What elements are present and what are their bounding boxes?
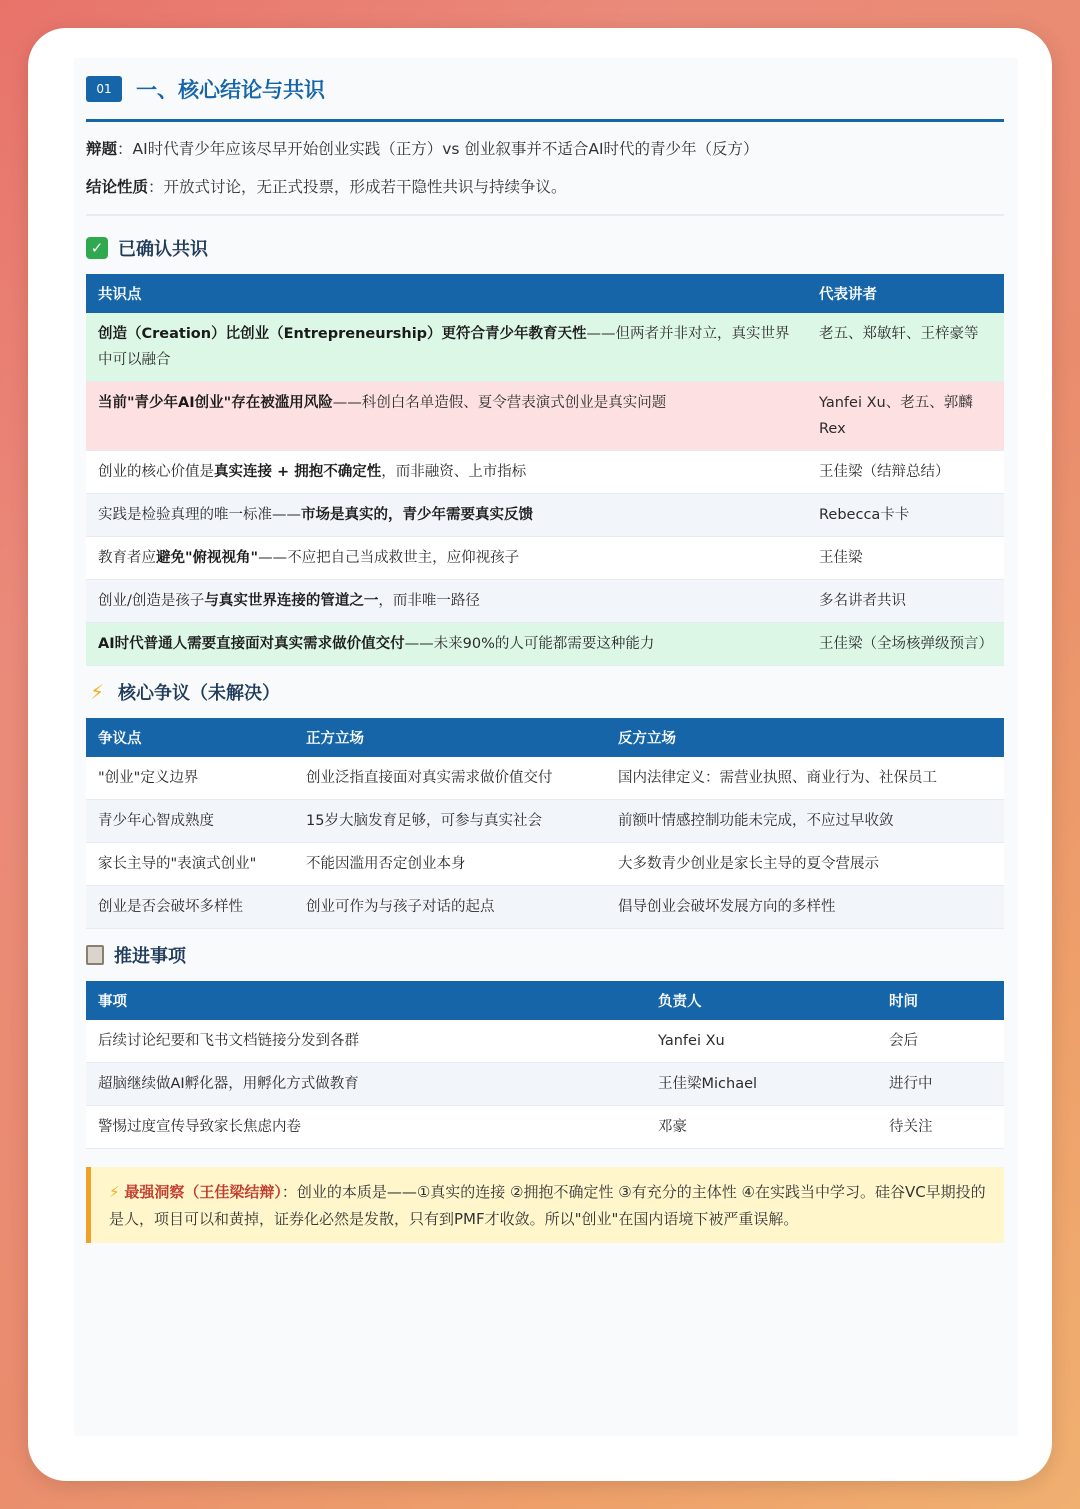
consensus-point-text: 创业的核心价值是: [98, 464, 214, 480]
dispute-title: 核心争议（未解决）: [118, 683, 280, 704]
table-row: [86, 313, 1004, 382]
debate-line: [86, 130, 1004, 168]
table-row: [86, 580, 1004, 623]
consensus-point-text: ——不应把自己当成救世主，应仰视孩子: [258, 550, 520, 566]
dispute-header-pro: 正方立场: [294, 718, 606, 757]
table-row: [86, 1106, 1004, 1149]
consensus-point: [86, 580, 807, 623]
consensus-point: [86, 537, 807, 580]
consensus-point-rest: ——但两者并非对立，真实世界中可以融合: [98, 326, 790, 368]
dispute-point: 创业是否会破坏多样性: [86, 886, 294, 929]
consensus-speaker: 多名讲者共识: [807, 580, 1004, 623]
document-content: [86, 58, 1004, 1243]
consensus-speaker: 王佳梁: [807, 537, 1004, 580]
lightning-icon: ⚡: [109, 1183, 120, 1201]
consensus-header-point: 共识点: [86, 274, 807, 313]
dispute-pro: 15岁大脑发育足够，可参与真实社会: [294, 800, 606, 843]
section-header: [86, 58, 1004, 122]
consensus-point-text: 实践是检验真理的唯一标准——: [98, 507, 301, 523]
check-icon: ✓: [86, 237, 108, 259]
actions-header-time: 时间: [877, 981, 1004, 1020]
table-row: [86, 886, 1004, 929]
clipboard-icon: [86, 945, 104, 965]
consensus-point-rest: ——科创白名单造假、夏令营表演式创业是真实问题: [332, 395, 667, 411]
action-owner: Yanfei Xu: [646, 1020, 877, 1063]
dispute-con: 前额叶情感控制功能未完成，不应过早收敛: [606, 800, 1004, 843]
actions-header-item: 事项: [86, 981, 646, 1020]
dispute-point: 家长主导的"表演式创业": [86, 843, 294, 886]
section-title: 一、核心结论与共识: [136, 77, 325, 102]
action-item: 后续讨论纪要和飞书文档链接分发到各群: [86, 1020, 646, 1063]
table-row: [86, 757, 1004, 800]
consensus-point-text: ，而非融资、上市指标: [381, 464, 527, 480]
consensus-speaker: 王佳梁（全场核弹级预言）: [807, 623, 1004, 666]
nature-line: [86, 168, 1004, 206]
consensus-point: [86, 382, 807, 451]
debate-text: ：AI时代青少年应该尽早开始创业实践（正方）vs 创业叙事并不适合AI时代的青少年（反方）: [117, 140, 759, 158]
consensus-speaker: Yanfei Xu、老五、郭麟Rex: [807, 382, 1004, 451]
consensus-point-bold: 避免"俯视视角": [156, 550, 259, 566]
consensus-speaker: 老五、郑敏轩、王梓豪等: [807, 313, 1004, 382]
table-row: [86, 623, 1004, 666]
consensus-point-bold: 真实连接 + 拥抱不确定性: [214, 464, 382, 480]
actions-heading: [86, 929, 1004, 981]
consensus-point-bold: 市场是真实的，青少年需要真实反馈: [301, 507, 533, 523]
consensus-point-bold: 当前"青少年AI创业"存在被滥用风险: [98, 395, 333, 411]
consensus-point-bold: 创造（Creation）比创业（Entrepreneurship）更符合青少年教育天性: [98, 326, 587, 342]
action-time: 待关注: [877, 1106, 1004, 1149]
consensus-speaker: Rebecca卡卡: [807, 494, 1004, 537]
dispute-heading: [86, 666, 1004, 718]
action-time: 进行中: [877, 1063, 1004, 1106]
consensus-point-bold: AI时代普通人需要直接面对真实需求做价值交付: [98, 636, 405, 652]
dispute-con: 倡导创业会破坏发展方向的多样性: [606, 886, 1004, 929]
consensus-point: [86, 494, 807, 537]
actions-header-owner: 负责人: [646, 981, 877, 1020]
action-item: 超脑继续做AI孵化器，用孵化方式做教育: [86, 1063, 646, 1106]
meta-block: [86, 122, 1004, 216]
insight-text: ：创业的本质是——①真实的连接 ②拥抱不确定性 ③有充分的主体性 ④在实践当中学习。硅谷VC早期投的是人，项目可以和黄掉，证券化必然是发散，只有到PMF才收敛。所以"创业"在国内语境下被严重误解。: [109, 1183, 986, 1228]
dispute-con: 大多数青少创业是家长主导的夏令营展示: [606, 843, 1004, 886]
action-owner: 王佳梁Michael: [646, 1063, 877, 1106]
dispute-pro: 不能因滥用否定创业本身: [294, 843, 606, 886]
table-row: [86, 1020, 1004, 1063]
table-row: [86, 382, 1004, 451]
table-row: [86, 494, 1004, 537]
consensus-header-speaker: 代表讲者: [807, 274, 1004, 313]
debate-label: 辩题: [86, 140, 118, 158]
action-item: 警惕过度宣传导致家长焦虑内卷: [86, 1106, 646, 1149]
consensus-point-text: 教育者应: [98, 550, 156, 566]
actions-table: [86, 981, 1004, 1149]
consensus-heading: [86, 222, 1004, 274]
nature-label: 结论性质: [86, 178, 149, 196]
dispute-pro: 创业泛指直接面对真实需求做价值交付: [294, 757, 606, 800]
dispute-header-point: 争议点: [86, 718, 294, 757]
dispute-con: 国内法律定义：需营业执照、商业行为、社保员工: [606, 757, 1004, 800]
consensus-title: 已确认共识: [118, 239, 208, 260]
dispute-point: 青少年心智成熟度: [86, 800, 294, 843]
consensus-point: [86, 451, 807, 494]
section-number-badge: 01: [86, 76, 122, 102]
action-time: 会后: [877, 1020, 1004, 1063]
consensus-point-text: ，而非唯一路径: [378, 593, 480, 609]
lightning-icon: ⚡: [89, 680, 105, 704]
consensus-point-rest: ——未来90%的人可能都需要这种能力: [404, 636, 655, 652]
dispute-header-con: 反方立场: [606, 718, 1004, 757]
consensus-point-bold: 与真实世界连接的管道之一: [204, 593, 379, 609]
consensus-point-text: 创业/创造是孩子: [98, 593, 205, 609]
insight-callout: [86, 1167, 1004, 1243]
dispute-point: "创业"定义边界: [86, 757, 294, 800]
actions-title: 推进事项: [114, 946, 186, 967]
table-row: [86, 1063, 1004, 1106]
consensus-point: [86, 623, 807, 666]
table-row: [86, 800, 1004, 843]
dispute-table: [86, 718, 1004, 929]
table-row: [86, 451, 1004, 494]
consensus-point: [86, 313, 807, 382]
nature-text: ：开放式讨论，无正式投票，形成若干隐性共识与持续争议。: [148, 178, 567, 196]
table-row: [86, 537, 1004, 580]
insight-label: 最强洞察（王佳梁结辩）: [124, 1183, 282, 1201]
consensus-table: [86, 274, 1004, 666]
table-row: [86, 843, 1004, 886]
consensus-speaker: 王佳梁（结辩总结）: [807, 451, 1004, 494]
dispute-pro: 创业可作为与孩子对话的起点: [294, 886, 606, 929]
action-owner: 邓豪: [646, 1106, 877, 1149]
